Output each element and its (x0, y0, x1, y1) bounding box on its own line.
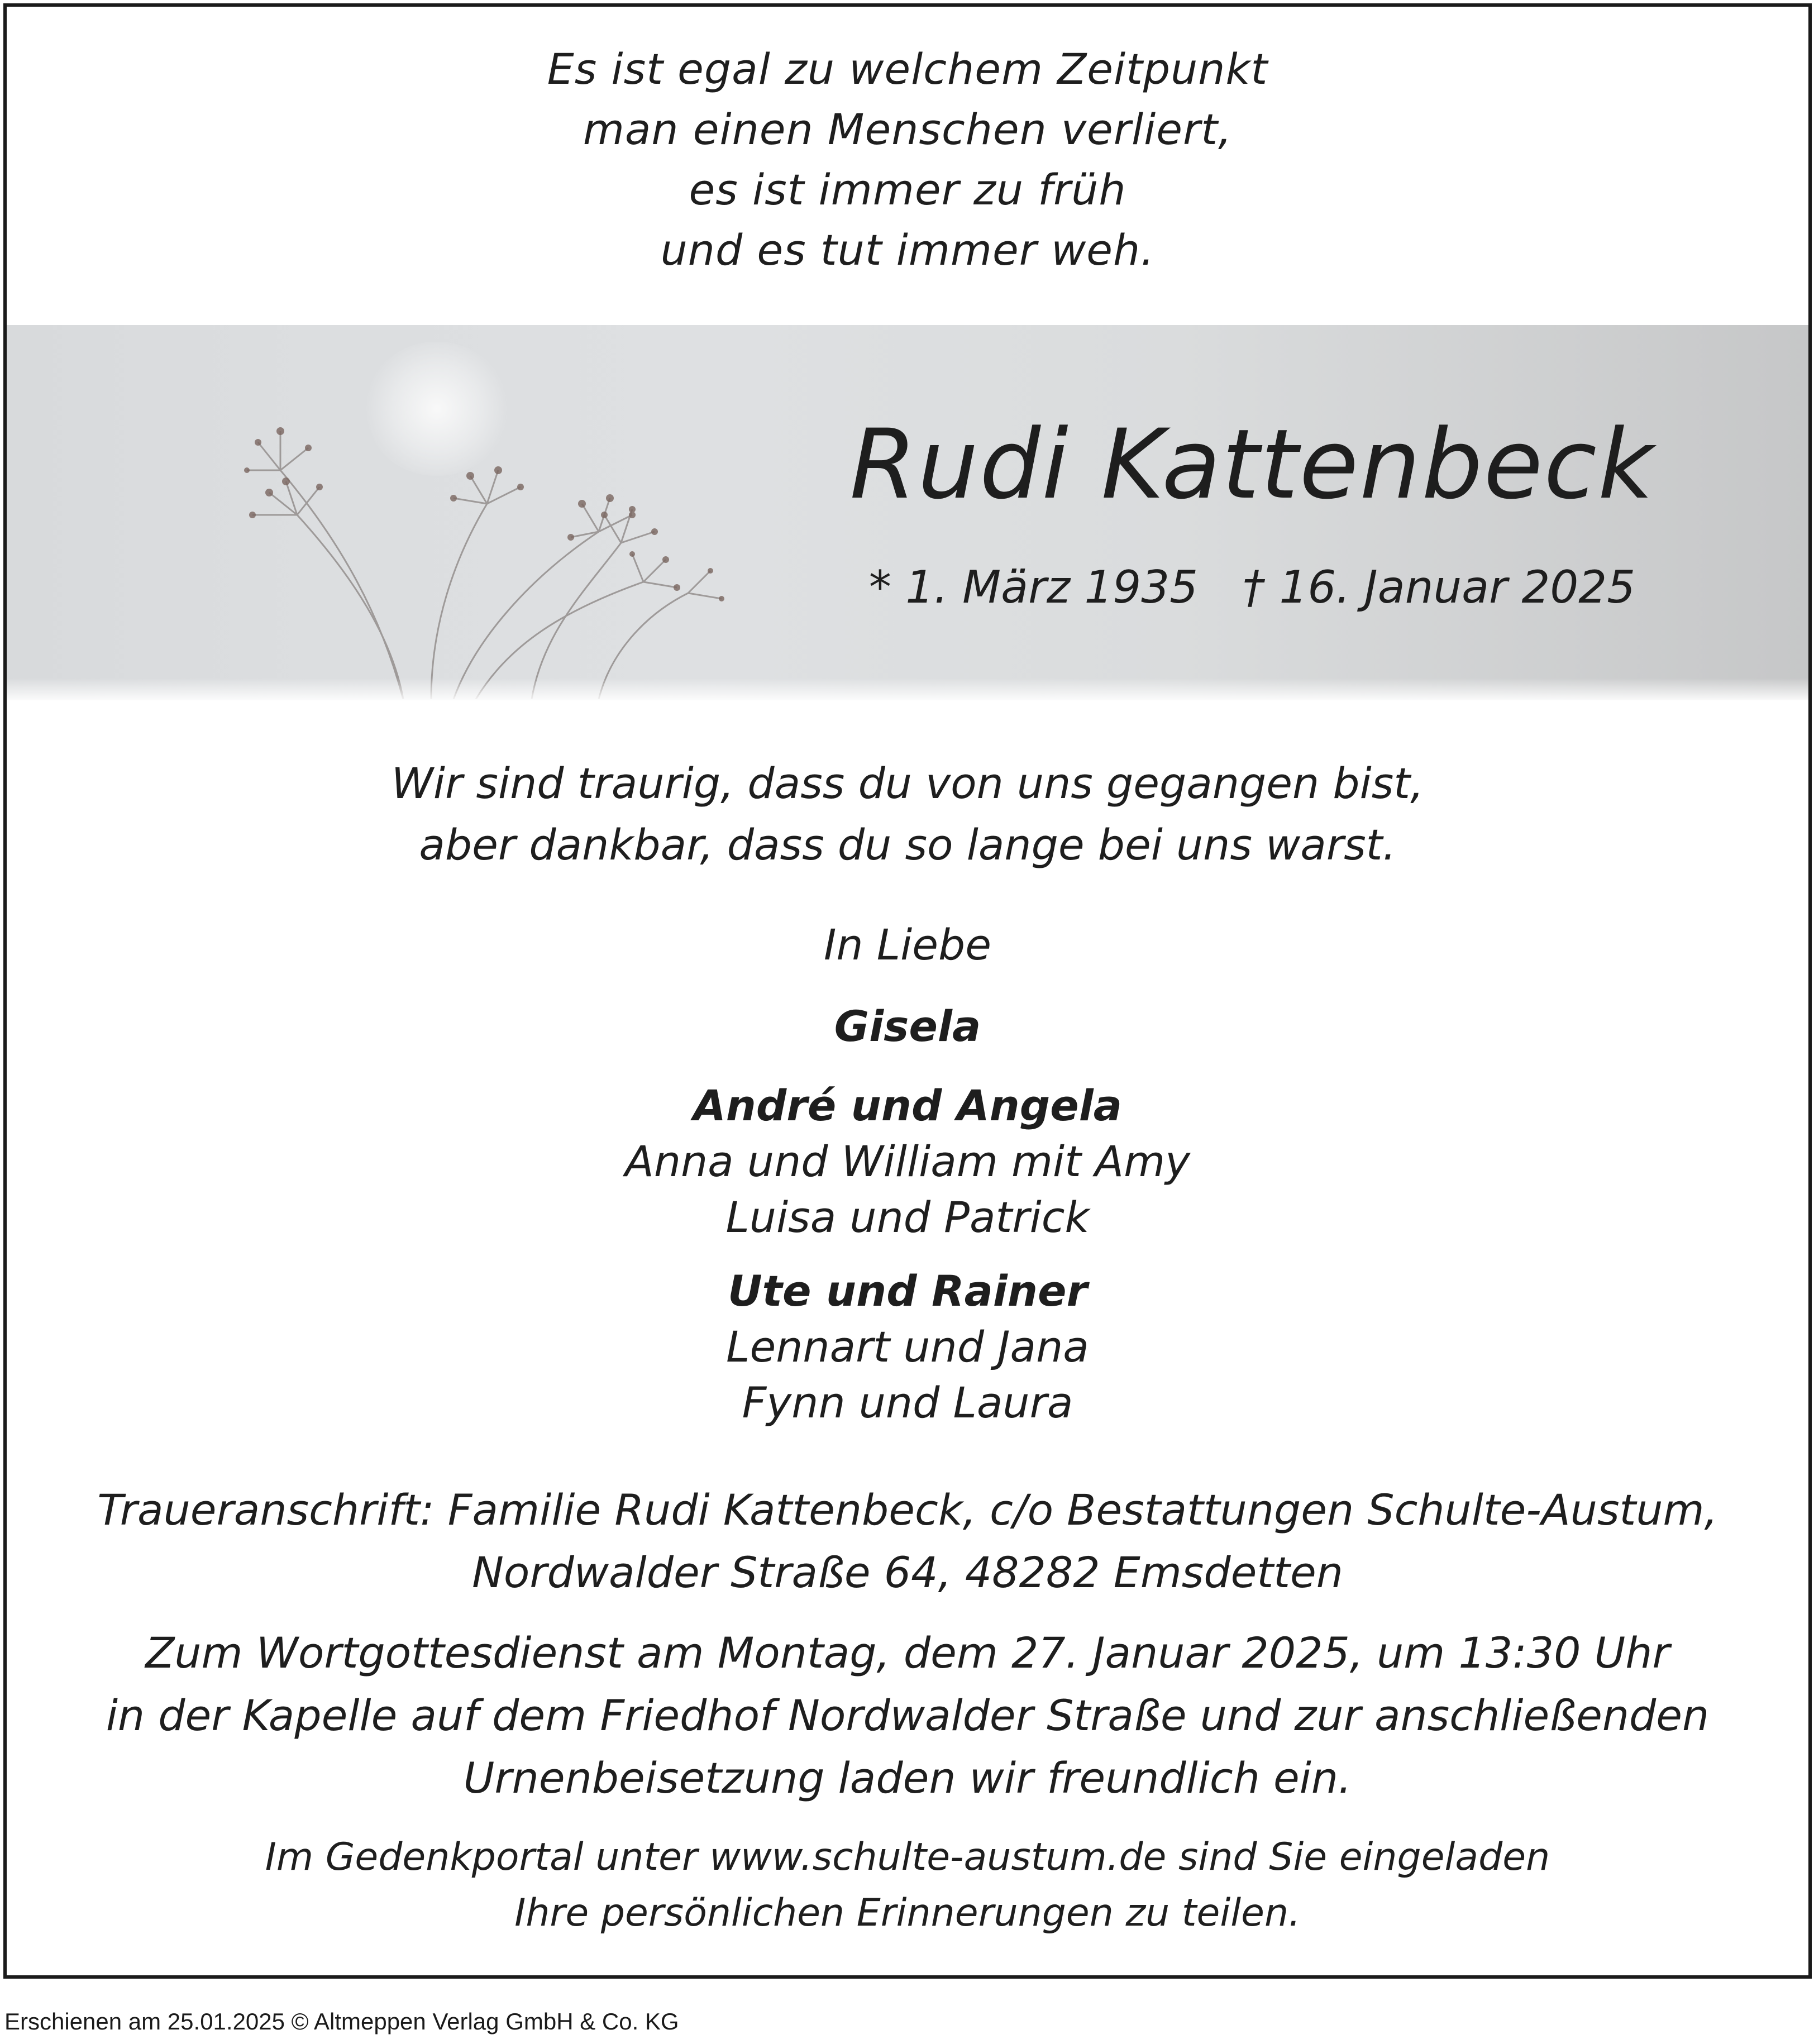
family-member: Lennart und Jana (726, 1322, 1089, 1372)
service-line: in der Kapelle auf dem Friedhof Nordwalder Straße und zur anschließenden (106, 1690, 1710, 1740)
in-love-intro: In Liebe (824, 920, 991, 970)
service-announcement (7, 1622, 1808, 1809)
poem-line: und es tut immer weh. (660, 225, 1155, 275)
family-member: Anna und William mit Amy (624, 1136, 1191, 1186)
poem-line: Es ist egal zu welchem Zeitpunkt (547, 44, 1268, 94)
thanks-line: aber dankbar, dass du so lange bei uns warst. (419, 820, 1396, 870)
death-date: † 16. Januar 2025 (1243, 561, 1636, 613)
family-head: André und Angela (693, 1081, 1123, 1130)
birth-date: * 1. März 1935 (868, 561, 1199, 613)
poem-line: man einen Menschen verliert, (583, 104, 1233, 154)
name-banner (7, 325, 1808, 700)
family-head: Ute und Rainer (727, 1266, 1088, 1316)
portal-line: Ihre persönlichen Erinnerungen zu teilen. (514, 1891, 1301, 1935)
opening-poem (7, 39, 1808, 280)
address-line: Traueranschrift: Familie Rudi Kattenbeck, c/o Bestattungen Schulte-Austum, (97, 1485, 1718, 1535)
spouse-name: Gisela (834, 1001, 981, 1051)
deceased-name: Rudi Kattenbeck (849, 408, 1655, 520)
service-line: Urnenbeisetzung laden wir freundlich ein. (463, 1753, 1352, 1803)
memorial-portal-note (7, 1830, 1808, 1941)
dried-plant-illustration (141, 375, 800, 699)
family-member: Luisa und Patrick (725, 1192, 1090, 1242)
thanks-text (7, 753, 1808, 876)
poem-line: es ist immer zu früh (689, 165, 1126, 214)
life-dates (833, 560, 1671, 615)
publication-footer: Erschienen am 25.01.2025 © Altmeppen Verlag GmbH & Co. KG (4, 2008, 679, 2035)
service-line: Zum Wortgottesdienst am Montag, dem 27. Januar 2025, um 13:30 Uhr (145, 1628, 1670, 1678)
mourner-spouse (7, 999, 1808, 1054)
mourner-family-2 (7, 1263, 1808, 1431)
portal-line: Im Gedenkportal unter www.schulte-austum.de sind Sie eingeladen (265, 1835, 1550, 1879)
address-line: Nordwalder Straße 64, 48282 Emsdetten (472, 1548, 1343, 1597)
mourning-address (7, 1479, 1808, 1604)
family-member: Fynn und Laura (742, 1378, 1073, 1427)
mourner-family-1 (7, 1078, 1808, 1245)
obituary-card (3, 3, 1812, 1979)
thanks-line: Wir sind traurig, dass du von uns gegangen bist, (391, 758, 1424, 808)
